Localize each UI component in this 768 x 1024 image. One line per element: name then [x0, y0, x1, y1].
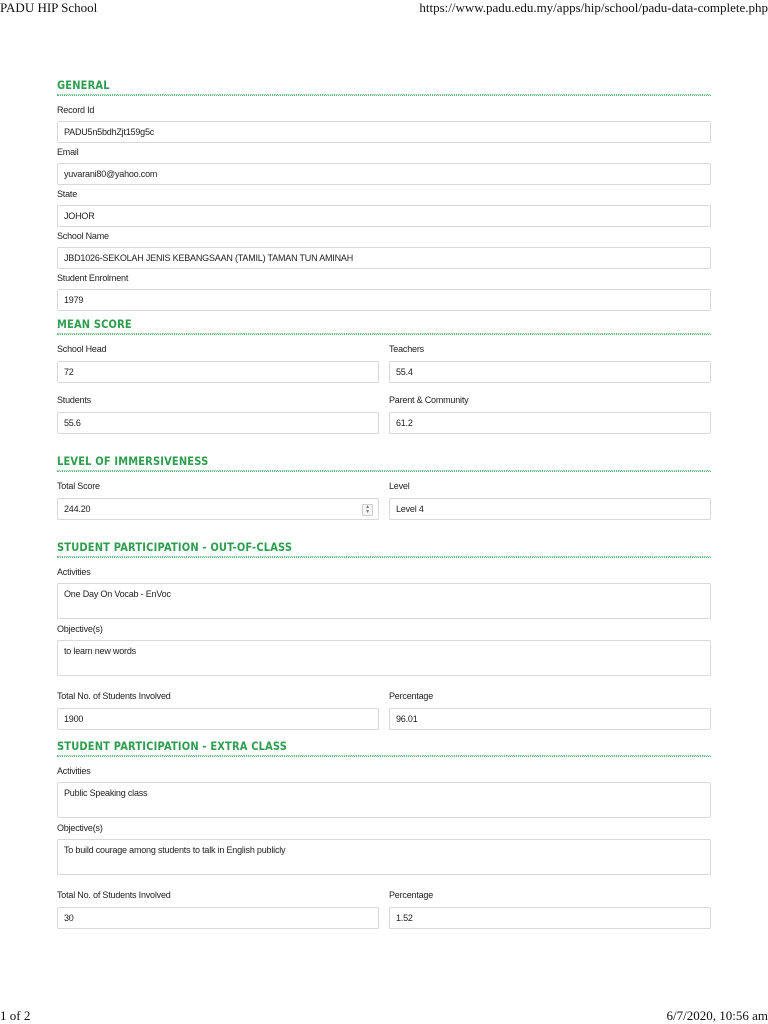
ec-activities-field[interactable]: Public Speaking class [57, 782, 711, 818]
student-enrolment-label: Student Enrolment [57, 273, 129, 283]
level-field[interactable]: Level 4 [389, 498, 711, 520]
section-title-general: GENERAL [57, 78, 709, 95]
ooc-objectives-field[interactable]: to learn new words [57, 640, 711, 676]
section-out-of-class [57, 540, 711, 730]
section-title-mean-score: MEAN SCORE [57, 317, 709, 334]
ooc-percentage-field[interactable]: 96.01 [389, 708, 711, 730]
number-spinner-icon[interactable]: ▲ ▼ [362, 504, 373, 516]
section-immersiveness [57, 454, 711, 520]
section-title-immersiveness: LEVEL OF IMMERSIVENESS [57, 454, 709, 471]
students-label: Students [57, 395, 91, 405]
student-enrolment-field[interactable]: 1979 [57, 289, 711, 311]
print-page-url: https://www.padu.edu.my/apps/hip/school/padu-data-complete.php [419, 0, 768, 15]
email-field[interactable]: yuvarani80@yahoo.com [57, 163, 711, 185]
school-head-label: School Head [57, 344, 107, 354]
level-label: Level [389, 481, 410, 491]
state-field[interactable]: JOHOR [57, 205, 711, 227]
teachers-label: Teachers [389, 344, 424, 354]
state-label: State [57, 189, 78, 199]
ec-objectives-field[interactable]: To build courage among students to talk in English publicly [57, 839, 711, 875]
padu-data-form [57, 78, 711, 929]
ec-objectives-label: Objective(s) [57, 823, 103, 833]
print-datetime: 6/7/2020, 10:56 am [666, 1008, 768, 1023]
school-name-label: School Name [57, 231, 109, 241]
print-page-title: PADU HIP School [0, 0, 98, 15]
ec-percentage-label: Percentage [389, 890, 434, 900]
section-extra-class [57, 739, 711, 929]
section-title-out-of-class: STUDENT PARTICIPATION - OUT-OF-CLASS [57, 540, 709, 557]
section-mean-score [57, 317, 711, 434]
total-score-input[interactable] [57, 498, 379, 520]
students-field[interactable]: 55.6 [57, 412, 379, 434]
print-footer [0, 1006, 768, 1024]
ec-percentage-field[interactable]: 1.52 [389, 907, 711, 929]
ooc-activities-field[interactable]: One Day On Vocab - EnVoc [57, 583, 711, 619]
ooc-total-students-field[interactable]: 1900 [57, 708, 379, 730]
page-number: 1 of 2 [0, 1008, 31, 1023]
email-label: Email [57, 147, 79, 157]
record-id-field[interactable]: PADU5n5bdhZjt159g5c [57, 121, 711, 143]
school-name-field[interactable]: JBD1026-SEKOLAH JENIS KEBANGSAAN (TAMIL) TAMAN TUN AMINAH [57, 247, 711, 269]
record-id-label: Record Id [57, 105, 95, 115]
print-header [0, 0, 768, 18]
ec-total-students-field[interactable]: 30 [57, 907, 379, 929]
total-score-label: Total Score [57, 481, 100, 491]
section-general [57, 78, 711, 311]
ooc-total-students-label: Total No. of Students Involved [57, 691, 171, 701]
section-title-extra-class: STUDENT PARTICIPATION - EXTRA CLASS [57, 739, 709, 756]
ec-total-students-label: Total No. of Students Involved [57, 890, 171, 900]
teachers-field[interactable]: 55.4 [389, 361, 711, 383]
ooc-activities-label: Activities [57, 567, 91, 577]
total-score-value: 244.20 [64, 504, 91, 514]
ooc-percentage-label: Percentage [389, 691, 434, 701]
parent-community-field[interactable]: 61.2 [389, 412, 711, 434]
ec-activities-label: Activities [57, 766, 91, 776]
school-head-field[interactable]: 72 [57, 361, 379, 383]
parent-community-label: Parent & Community [389, 395, 469, 405]
ooc-objectives-label: Objective(s) [57, 624, 103, 634]
